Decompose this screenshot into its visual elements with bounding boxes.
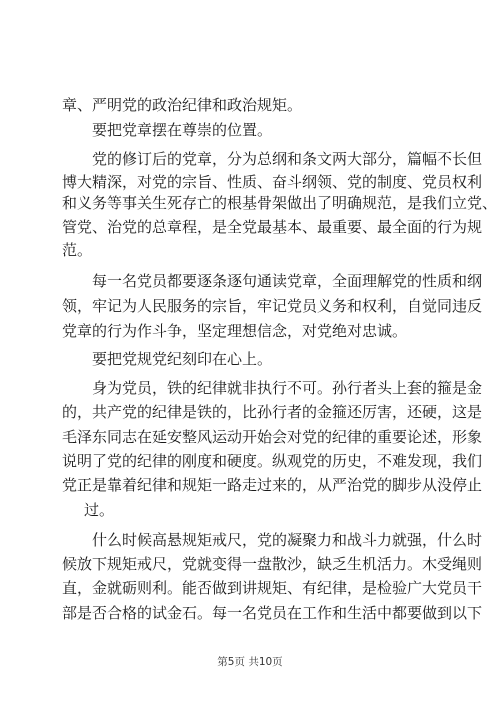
text-line: 范。 [62,241,93,259]
text-line: 管党、治党的总章程，是全党最基本、最重要、最全面的行为规 [62,218,483,236]
text-line: 的，共产党的纪律是铁的，比孙行者的金箍还厉害，还硬，这是 [62,403,483,421]
text-line: 说明了党的纪律的刚度和硬度。纵观党的历史，不难发现，我们 [62,452,483,470]
text-line: 什么时候高悬规矩戒尺，党的凝聚力和战斗力就强，什么时 [62,531,483,549]
text-line: 身为党员，铁的纪律就非执行不可。孙行者头上套的箍是金 [62,379,483,397]
text-line: 党正是靠着纪律和规矩一路走过来的，从严治党的脚步从没停止 [62,476,483,494]
text-line: 博大精深，对党的宗旨、性质、奋斗纲领、党的制度、党员权利 [62,173,483,191]
text-line: 过。 [84,501,115,519]
text-line: 毛泽东同志在延安整风运动开始会对党的纪律的重要论述，形象 [62,428,483,446]
text-line: 要把党章摆在尊崇的位置。 [62,121,273,139]
text-line: 直，金就砺则利。能否做到讲规矩、有纪律，是检验广大党员干 [62,579,483,597]
text-line: 党的修订后的党章，分为总纲和条文两大部分，篇幅不长但 [62,150,483,168]
text-line: 章、严明党的政治纪律和政治规矩。 [62,96,303,114]
text-line: 部是否合格的试金石。每一名党员在工作和生活中都要做到以下 [62,604,483,622]
page-footer: 第5页 共10页 [217,656,283,668]
text-line: 每一名党员都要逐条逐句通读党章，全面理解党的性质和纲 [62,272,483,290]
text-line: 要把党规党纪刻印在心上。 [62,350,273,368]
text-line: 领，牢记为人民服务的宗旨，牢记党员义务和权利，自觉同违反 [62,297,483,315]
text-line: 和义务等事关生死存亡的根基骨架做出了明确规范，是我们立党、 [62,194,498,212]
text-line: 候放下规矩戒尺，党就变得一盘散沙，缺乏生机活力。木受绳则 [62,555,483,573]
text-line: 党章的行为作斗争，坚定理想信念，对党绝对忠诚。 [62,322,408,340]
